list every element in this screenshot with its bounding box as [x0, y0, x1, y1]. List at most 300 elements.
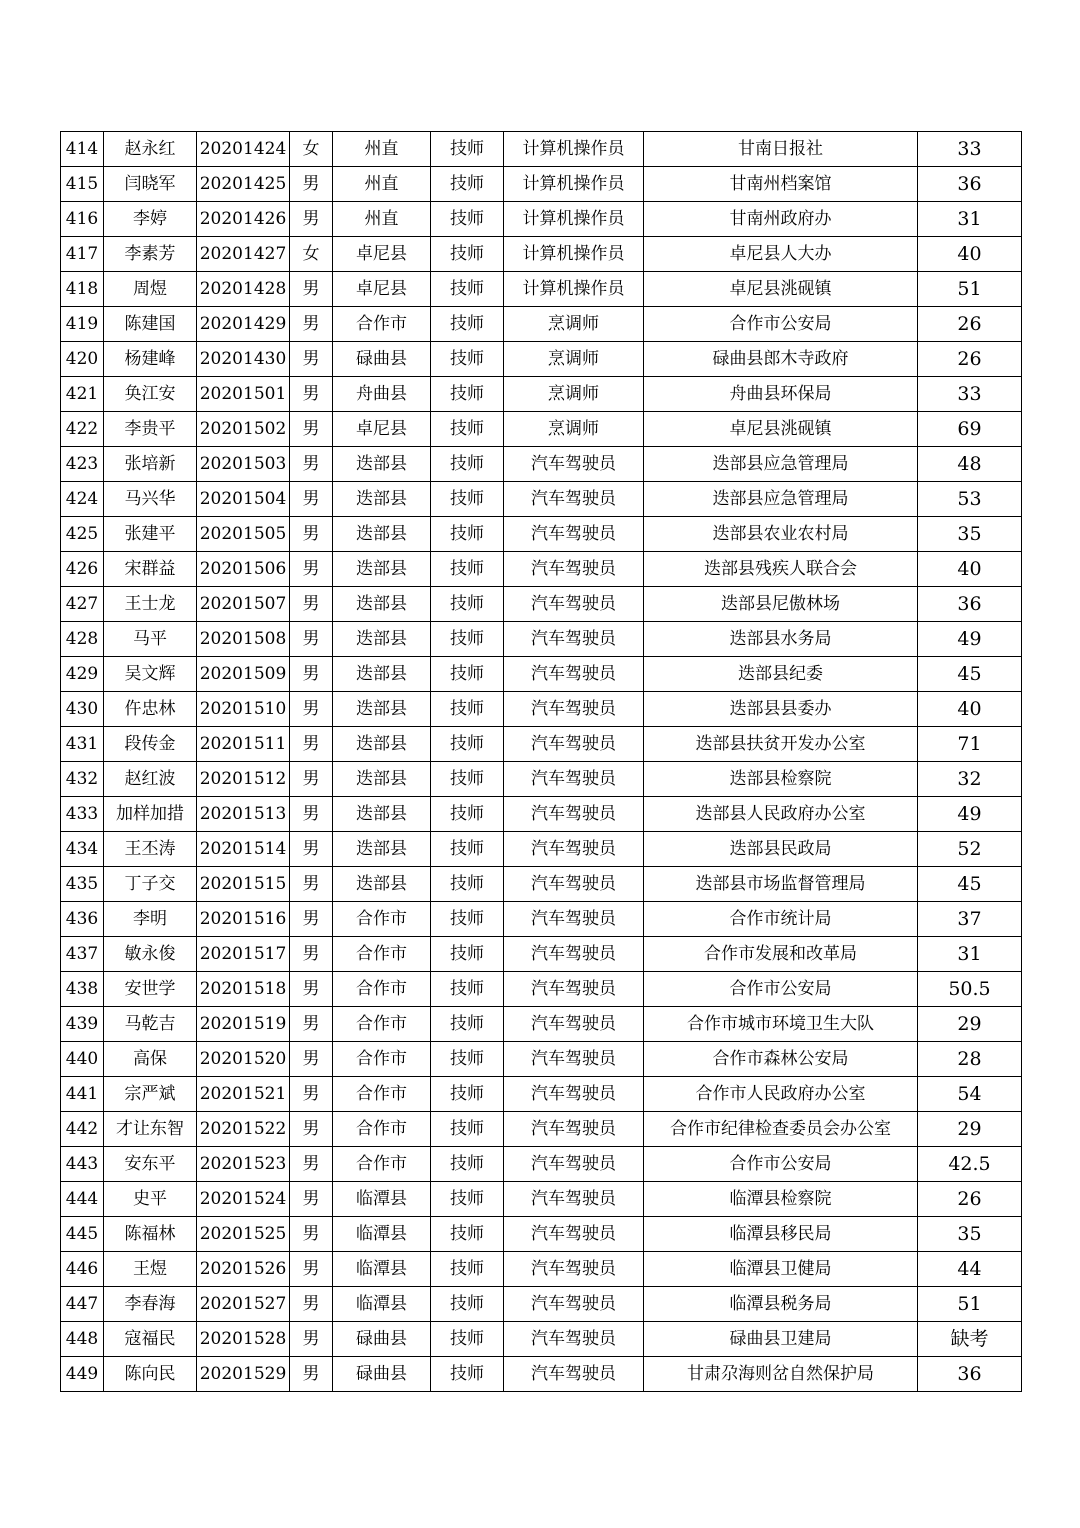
occupation-cell: 烹调师 [504, 412, 644, 447]
work-unit-cell: 迭部县扶贫开发办公室 [644, 727, 918, 762]
exam-number-cell: 20201505 [197, 517, 290, 552]
exam-number-cell: 20201523 [197, 1147, 290, 1182]
gender-cell: 男 [290, 517, 333, 552]
exam-number-cell: 20201424 [197, 132, 290, 167]
level-cell: 技师 [431, 1182, 504, 1217]
occupation-cell: 计算机操作员 [504, 202, 644, 237]
candidate-name-cell: 敏永俊 [104, 937, 197, 972]
region-cell: 迭部县 [333, 692, 431, 727]
score-cell: 40 [918, 237, 1022, 272]
gender-cell: 男 [290, 797, 333, 832]
region-cell: 迭部县 [333, 832, 431, 867]
candidate-name-cell: 张建平 [104, 517, 197, 552]
candidate-name-cell: 加样加措 [104, 797, 197, 832]
level-cell: 技师 [431, 1217, 504, 1252]
row-number-cell: 436 [61, 902, 104, 937]
work-unit-cell: 碌曲县郎木寺政府 [644, 342, 918, 377]
occupation-cell: 汽车驾驶员 [504, 1112, 644, 1147]
candidate-name-cell: 安东平 [104, 1147, 197, 1182]
region-cell: 州直 [333, 132, 431, 167]
level-cell: 技师 [431, 482, 504, 517]
region-cell: 合作市 [333, 937, 431, 972]
level-cell: 技师 [431, 552, 504, 587]
work-unit-cell: 合作市纪律检查委员会办公室 [644, 1112, 918, 1147]
row-number-cell: 430 [61, 692, 104, 727]
occupation-cell: 计算机操作员 [504, 167, 644, 202]
region-cell: 临潭县 [333, 1182, 431, 1217]
row-number-cell: 443 [61, 1147, 104, 1182]
score-cell: 45 [918, 657, 1022, 692]
work-unit-cell: 迭部县尼傲林场 [644, 587, 918, 622]
exam-number-cell: 20201426 [197, 202, 290, 237]
row-number-cell: 435 [61, 867, 104, 902]
exam-number-cell: 20201430 [197, 342, 290, 377]
score-cell: 36 [918, 1357, 1022, 1392]
occupation-cell: 计算机操作员 [504, 272, 644, 307]
region-cell: 合作市 [333, 1077, 431, 1112]
occupation-cell: 汽车驾驶员 [504, 482, 644, 517]
score-cell: 40 [918, 552, 1022, 587]
candidate-name-cell: 陈福林 [104, 1217, 197, 1252]
level-cell: 技师 [431, 517, 504, 552]
gender-cell: 男 [290, 832, 333, 867]
candidate-name-cell: 马乾吉 [104, 1007, 197, 1042]
gender-cell: 男 [290, 1042, 333, 1077]
occupation-cell: 汽车驾驶员 [504, 622, 644, 657]
gender-cell: 男 [290, 1322, 333, 1357]
row-number-cell: 426 [61, 552, 104, 587]
row-number-cell: 447 [61, 1287, 104, 1322]
table-row [61, 1077, 1022, 1112]
occupation-cell: 汽车驾驶员 [504, 447, 644, 482]
exam-number-cell: 20201503 [197, 447, 290, 482]
row-number-cell: 427 [61, 587, 104, 622]
level-cell: 技师 [431, 1147, 504, 1182]
row-number-cell: 448 [61, 1322, 104, 1357]
work-unit-cell: 迭部县人民政府办公室 [644, 797, 918, 832]
candidate-name-cell: 奂江安 [104, 377, 197, 412]
gender-cell: 女 [290, 132, 333, 167]
candidate-name-cell: 寇福民 [104, 1322, 197, 1357]
candidate-name-cell: 王士龙 [104, 587, 197, 622]
gender-cell: 男 [290, 1112, 333, 1147]
score-cell: 31 [918, 202, 1022, 237]
table-row [61, 167, 1022, 202]
gender-cell: 男 [290, 972, 333, 1007]
row-number-cell: 433 [61, 797, 104, 832]
level-cell: 技师 [431, 167, 504, 202]
score-cell: 29 [918, 1112, 1022, 1147]
work-unit-cell: 迭部县民政局 [644, 832, 918, 867]
region-cell: 迭部县 [333, 657, 431, 692]
exam-number-cell: 20201508 [197, 622, 290, 657]
row-number-cell: 444 [61, 1182, 104, 1217]
score-cell: 35 [918, 1217, 1022, 1252]
occupation-cell: 计算机操作员 [504, 237, 644, 272]
table-row [61, 552, 1022, 587]
work-unit-cell: 卓尼县洮砚镇 [644, 272, 918, 307]
exam-number-cell: 20201515 [197, 867, 290, 902]
candidate-name-cell: 仵忠林 [104, 692, 197, 727]
work-unit-cell: 临潭县检察院 [644, 1182, 918, 1217]
table-row [61, 1112, 1022, 1147]
candidate-name-cell: 段传金 [104, 727, 197, 762]
region-cell: 碌曲县 [333, 1322, 431, 1357]
exam-score-table [60, 131, 1022, 1392]
occupation-cell: 汽车驾驶员 [504, 692, 644, 727]
gender-cell: 男 [290, 377, 333, 412]
work-unit-cell: 合作市公安局 [644, 307, 918, 342]
table-row [61, 1182, 1022, 1217]
gender-cell: 男 [290, 762, 333, 797]
occupation-cell: 汽车驾驶员 [504, 657, 644, 692]
table-row [61, 797, 1022, 832]
level-cell: 技师 [431, 202, 504, 237]
work-unit-cell: 迭部县应急管理局 [644, 447, 918, 482]
exam-number-cell: 20201514 [197, 832, 290, 867]
table-body [61, 132, 1022, 1392]
work-unit-cell: 临潭县税务局 [644, 1287, 918, 1322]
work-unit-cell: 合作市城市环境卫生大队 [644, 1007, 918, 1042]
candidate-name-cell: 赵红波 [104, 762, 197, 797]
region-cell: 合作市 [333, 972, 431, 1007]
region-cell: 合作市 [333, 307, 431, 342]
exam-number-cell: 20201516 [197, 902, 290, 937]
level-cell: 技师 [431, 1007, 504, 1042]
occupation-cell: 汽车驾驶员 [504, 1007, 644, 1042]
table-row [61, 587, 1022, 622]
candidate-name-cell: 闫晓军 [104, 167, 197, 202]
exam-number-cell: 20201504 [197, 482, 290, 517]
candidate-name-cell: 李婷 [104, 202, 197, 237]
candidate-name-cell: 马兴华 [104, 482, 197, 517]
table-row [61, 237, 1022, 272]
level-cell: 技师 [431, 1287, 504, 1322]
row-number-cell: 432 [61, 762, 104, 797]
row-number-cell: 449 [61, 1357, 104, 1392]
region-cell: 卓尼县 [333, 412, 431, 447]
region-cell: 合作市 [333, 1147, 431, 1182]
exam-number-cell: 20201425 [197, 167, 290, 202]
gender-cell: 男 [290, 622, 333, 657]
work-unit-cell: 舟曲县环保局 [644, 377, 918, 412]
gender-cell: 男 [290, 307, 333, 342]
candidate-name-cell: 才让东智 [104, 1112, 197, 1147]
table-row [61, 1042, 1022, 1077]
level-cell: 技师 [431, 797, 504, 832]
region-cell: 碌曲县 [333, 342, 431, 377]
occupation-cell: 汽车驾驶员 [504, 867, 644, 902]
level-cell: 技师 [431, 1322, 504, 1357]
table-row [61, 1357, 1022, 1392]
level-cell: 技师 [431, 377, 504, 412]
gender-cell: 男 [290, 202, 333, 237]
gender-cell: 男 [290, 1252, 333, 1287]
occupation-cell: 汽车驾驶员 [504, 937, 644, 972]
gender-cell: 男 [290, 1077, 333, 1112]
region-cell: 碌曲县 [333, 1357, 431, 1392]
table-row [61, 517, 1022, 552]
work-unit-cell: 迭部县农业农村局 [644, 517, 918, 552]
table-row [61, 1217, 1022, 1252]
row-number-cell: 446 [61, 1252, 104, 1287]
level-cell: 技师 [431, 1042, 504, 1077]
region-cell: 临潭县 [333, 1217, 431, 1252]
level-cell: 技师 [431, 902, 504, 937]
level-cell: 技师 [431, 1252, 504, 1287]
level-cell: 技师 [431, 237, 504, 272]
region-cell: 迭部县 [333, 587, 431, 622]
candidate-name-cell: 王煜 [104, 1252, 197, 1287]
score-cell: 35 [918, 517, 1022, 552]
occupation-cell: 汽车驾驶员 [504, 832, 644, 867]
exam-number-cell: 20201513 [197, 797, 290, 832]
candidate-name-cell: 宋群益 [104, 552, 197, 587]
table-row [61, 1147, 1022, 1182]
table-row [61, 692, 1022, 727]
table-row [61, 727, 1022, 762]
gender-cell: 男 [290, 1007, 333, 1042]
score-cell: 26 [918, 1182, 1022, 1217]
work-unit-cell: 迭部县检察院 [644, 762, 918, 797]
score-cell: 缺考 [918, 1322, 1022, 1357]
level-cell: 技师 [431, 972, 504, 1007]
score-cell: 49 [918, 797, 1022, 832]
table-row [61, 657, 1022, 692]
score-cell: 51 [918, 1287, 1022, 1322]
score-cell: 49 [918, 622, 1022, 657]
table-row [61, 1287, 1022, 1322]
work-unit-cell: 迭部县县委办 [644, 692, 918, 727]
row-number-cell: 440 [61, 1042, 104, 1077]
score-cell: 52 [918, 832, 1022, 867]
occupation-cell: 汽车驾驶员 [504, 797, 644, 832]
row-number-cell: 431 [61, 727, 104, 762]
occupation-cell: 烹调师 [504, 342, 644, 377]
region-cell: 迭部县 [333, 447, 431, 482]
work-unit-cell: 甘南日报社 [644, 132, 918, 167]
region-cell: 卓尼县 [333, 272, 431, 307]
row-number-cell: 420 [61, 342, 104, 377]
level-cell: 技师 [431, 657, 504, 692]
table-row [61, 377, 1022, 412]
exam-number-cell: 20201506 [197, 552, 290, 587]
level-cell: 技师 [431, 587, 504, 622]
level-cell: 技师 [431, 447, 504, 482]
region-cell: 迭部县 [333, 727, 431, 762]
score-cell: 40 [918, 692, 1022, 727]
table-row [61, 482, 1022, 517]
score-cell: 53 [918, 482, 1022, 517]
level-cell: 技师 [431, 1357, 504, 1392]
gender-cell: 男 [290, 1217, 333, 1252]
exam-number-cell: 20201525 [197, 1217, 290, 1252]
exam-number-cell: 20201428 [197, 272, 290, 307]
occupation-cell: 烹调师 [504, 377, 644, 412]
gender-cell: 男 [290, 587, 333, 622]
table-row [61, 412, 1022, 447]
occupation-cell: 汽车驾驶员 [504, 587, 644, 622]
region-cell: 合作市 [333, 1042, 431, 1077]
table-row [61, 937, 1022, 972]
gender-cell: 男 [290, 482, 333, 517]
gender-cell: 男 [290, 167, 333, 202]
candidate-name-cell: 宗严斌 [104, 1077, 197, 1112]
score-cell: 33 [918, 377, 1022, 412]
occupation-cell: 汽车驾驶员 [504, 902, 644, 937]
score-cell: 37 [918, 902, 1022, 937]
candidate-name-cell: 安世学 [104, 972, 197, 1007]
score-cell: 45 [918, 867, 1022, 902]
score-cell: 71 [918, 727, 1022, 762]
candidate-name-cell: 杨建峰 [104, 342, 197, 377]
row-number-cell: 414 [61, 132, 104, 167]
level-cell: 技师 [431, 762, 504, 797]
occupation-cell: 汽车驾驶员 [504, 727, 644, 762]
score-cell: 42.5 [918, 1147, 1022, 1182]
exam-number-cell: 20201519 [197, 1007, 290, 1042]
work-unit-cell: 合作市统计局 [644, 902, 918, 937]
gender-cell: 男 [290, 937, 333, 972]
region-cell: 合作市 [333, 1112, 431, 1147]
work-unit-cell: 迭部县纪委 [644, 657, 918, 692]
score-cell: 36 [918, 587, 1022, 622]
occupation-cell: 烹调师 [504, 307, 644, 342]
score-cell: 29 [918, 1007, 1022, 1042]
exam-number-cell: 20201528 [197, 1322, 290, 1357]
region-cell: 临潭县 [333, 1252, 431, 1287]
occupation-cell: 汽车驾驶员 [504, 552, 644, 587]
row-number-cell: 434 [61, 832, 104, 867]
score-cell: 50.5 [918, 972, 1022, 1007]
work-unit-cell: 合作市公安局 [644, 972, 918, 1007]
occupation-cell: 汽车驾驶员 [504, 517, 644, 552]
table-row [61, 132, 1022, 167]
occupation-cell: 汽车驾驶员 [504, 972, 644, 1007]
work-unit-cell: 甘南州档案馆 [644, 167, 918, 202]
level-cell: 技师 [431, 272, 504, 307]
table-row [61, 1252, 1022, 1287]
occupation-cell: 汽车驾驶员 [504, 1357, 644, 1392]
work-unit-cell: 合作市人民政府办公室 [644, 1077, 918, 1112]
occupation-cell: 汽车驾驶员 [504, 1182, 644, 1217]
row-number-cell: 422 [61, 412, 104, 447]
gender-cell: 男 [290, 412, 333, 447]
table-row [61, 202, 1022, 237]
occupation-cell: 汽车驾驶员 [504, 1147, 644, 1182]
score-cell: 54 [918, 1077, 1022, 1112]
gender-cell: 女 [290, 237, 333, 272]
candidate-name-cell: 张培新 [104, 447, 197, 482]
table-row [61, 342, 1022, 377]
gender-cell: 男 [290, 1357, 333, 1392]
region-cell: 临潭县 [333, 1287, 431, 1322]
gender-cell: 男 [290, 867, 333, 902]
exam-number-cell: 20201520 [197, 1042, 290, 1077]
work-unit-cell: 迭部县应急管理局 [644, 482, 918, 517]
row-number-cell: 417 [61, 237, 104, 272]
region-cell: 舟曲县 [333, 377, 431, 412]
gender-cell: 男 [290, 727, 333, 762]
candidate-name-cell: 周煜 [104, 272, 197, 307]
exam-number-cell: 20201507 [197, 587, 290, 622]
exam-number-cell: 20201521 [197, 1077, 290, 1112]
candidate-name-cell: 李素芳 [104, 237, 197, 272]
region-cell: 合作市 [333, 902, 431, 937]
table-row [61, 832, 1022, 867]
score-cell: 26 [918, 307, 1022, 342]
exam-number-cell: 20201527 [197, 1287, 290, 1322]
gender-cell: 男 [290, 657, 333, 692]
table-row [61, 447, 1022, 482]
candidate-name-cell: 李春海 [104, 1287, 197, 1322]
region-cell: 迭部县 [333, 797, 431, 832]
level-cell: 技师 [431, 692, 504, 727]
exam-number-cell: 20201429 [197, 307, 290, 342]
work-unit-cell: 临潭县卫健局 [644, 1252, 918, 1287]
row-number-cell: 416 [61, 202, 104, 237]
region-cell: 卓尼县 [333, 237, 431, 272]
gender-cell: 男 [290, 272, 333, 307]
work-unit-cell: 迭部县市场监督管理局 [644, 867, 918, 902]
exam-number-cell: 20201526 [197, 1252, 290, 1287]
occupation-cell: 汽车驾驶员 [504, 762, 644, 797]
table-row [61, 1322, 1022, 1357]
level-cell: 技师 [431, 412, 504, 447]
table-row [61, 622, 1022, 657]
score-cell: 44 [918, 1252, 1022, 1287]
row-number-cell: 425 [61, 517, 104, 552]
score-cell: 32 [918, 762, 1022, 797]
row-number-cell: 441 [61, 1077, 104, 1112]
gender-cell: 男 [290, 447, 333, 482]
exam-number-cell: 20201511 [197, 727, 290, 762]
occupation-cell: 汽车驾驶员 [504, 1077, 644, 1112]
candidate-name-cell: 吴文辉 [104, 657, 197, 692]
row-number-cell: 429 [61, 657, 104, 692]
table-row [61, 307, 1022, 342]
table-row [61, 1007, 1022, 1042]
occupation-cell: 汽车驾驶员 [504, 1042, 644, 1077]
row-number-cell: 442 [61, 1112, 104, 1147]
score-cell: 69 [918, 412, 1022, 447]
candidate-name-cell: 高保 [104, 1042, 197, 1077]
table-row [61, 272, 1022, 307]
score-cell: 28 [918, 1042, 1022, 1077]
exam-number-cell: 20201524 [197, 1182, 290, 1217]
candidate-name-cell: 陈向民 [104, 1357, 197, 1392]
occupation-cell: 汽车驾驶员 [504, 1217, 644, 1252]
exam-number-cell: 20201427 [197, 237, 290, 272]
exam-number-cell: 20201502 [197, 412, 290, 447]
work-unit-cell: 合作市发展和改革局 [644, 937, 918, 972]
score-cell: 33 [918, 132, 1022, 167]
row-number-cell: 428 [61, 622, 104, 657]
occupation-cell: 计算机操作员 [504, 132, 644, 167]
row-number-cell: 438 [61, 972, 104, 1007]
level-cell: 技师 [431, 132, 504, 167]
candidate-name-cell: 丁子交 [104, 867, 197, 902]
work-unit-cell: 卓尼县洮砚镇 [644, 412, 918, 447]
exam-number-cell: 20201501 [197, 377, 290, 412]
row-number-cell: 418 [61, 272, 104, 307]
gender-cell: 男 [290, 342, 333, 377]
row-number-cell: 424 [61, 482, 104, 517]
score-cell: 36 [918, 167, 1022, 202]
row-number-cell: 439 [61, 1007, 104, 1042]
region-cell: 迭部县 [333, 517, 431, 552]
candidate-name-cell: 马平 [104, 622, 197, 657]
